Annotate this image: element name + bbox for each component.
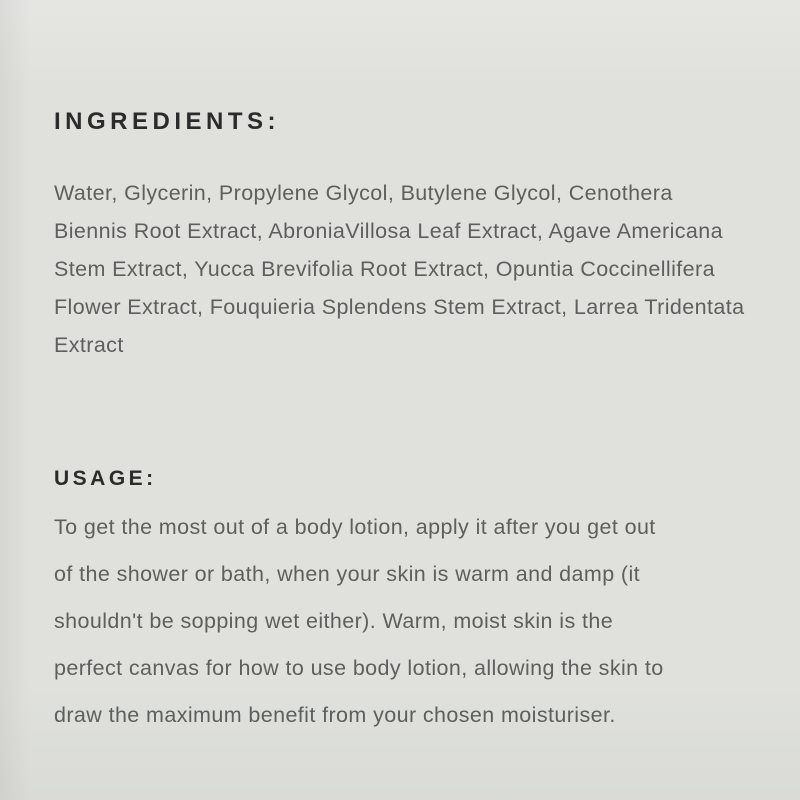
usage-heading: USAGE: (54, 467, 157, 490)
ingredients-text-line: Flower Extract, Fouquieria Splendens Stem Extract, Larrea Tridentata (54, 295, 745, 319)
label-content (0, 104, 800, 739)
ingredients-text-line: Biennis Root Extract, AbroniaVillosa Leaf Extract, Agave Americana (54, 219, 723, 243)
ingredients-heading: INGREDIENTS: (54, 108, 281, 135)
ingredients-text-line: Water, Glycerin, Propylene Glycol, Butylene Glycol, Cenothera (54, 181, 673, 205)
ingredients-paragraph (54, 174, 760, 364)
ingredients-text-line: Extract (54, 333, 124, 357)
usage-text-line: draw the maximum benefit from your chosen moisturiser. (54, 703, 616, 727)
usage-text-line: To get the most out of a body lotion, apply it after you get out (54, 515, 656, 539)
usage-text-line: of the shower or bath, when your skin is warm and damp (it (54, 562, 641, 586)
usage-paragraph (54, 504, 760, 739)
usage-text-line: perfect canvas for how to use body lotion, allowing the skin to (54, 656, 664, 680)
usage-text-line: shouldn't be sopping wet either). Warm, moist skin is the (54, 609, 614, 633)
ingredients-text-line: Stem Extract, Yucca Brevifolia Root Extract, Opuntia Coccinellifera (54, 257, 715, 281)
